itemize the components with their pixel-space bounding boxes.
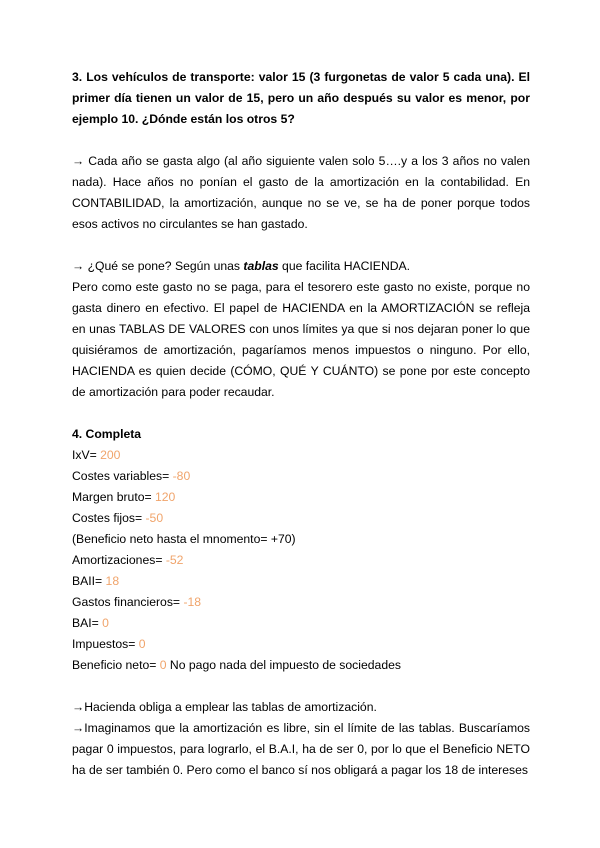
list-item: Costes fijos= -50	[72, 511, 164, 525]
closing-line-2: →Imaginamos que la amortización es libre, sin el límite de las tablas. Buscaríamos pagar 0 impuestos, para lograrlo, el B.A.I, ha de ser 0, por lo que el Beneficio NETO ha de ser también 0. Pero como el banco sí nos obligará a pagar los 18 de intereses	[72, 721, 530, 777]
question-3-answer-2-body: Pero como este gasto no se paga, para el tesorero este gasto no existe, porque no gasta dinero en efectivo. El papel de HACIENDA en la AMORTIZACIÓN se refleja en unas TABLAS DE VALORES con unos límites ya que si nos dejaran poner lo que quisiéramos de amortización, pagaríamos menos impuestos o ninguno. Por ello, HACIENDA es quien decide (CÓMO, QUÉ Y CUÁNTO) se pone por este concepto de amortización para poder recaudar.	[72, 280, 530, 399]
list-item: BAI= 0	[72, 616, 109, 630]
list-item: Beneficio neto= 0 No pago nada del impuesto de sociedades	[72, 658, 401, 672]
closing-line-1: →Hacienda obliga a emplear las tablas de amortización.	[72, 700, 377, 714]
answer-2-emphasis: tablas	[243, 259, 279, 273]
list-item: Margen bruto= 120	[72, 490, 176, 504]
list-item: Impuestos= 0	[72, 637, 146, 651]
list-item: BAII= 18	[72, 574, 120, 588]
question-3-answer-1: → Cada año se gasta algo (al año siguiente valen solo 5….y a los 3 años no valen nada). Hace años no ponían el gasto de la amortización en la contabilidad. En CONTABILIDAD, la amortización, aunque no se ve, se ha de poner porque todos esos activos no circulantes se han gastado.	[72, 154, 530, 231]
document-page	[72, 60, 530, 781]
question-4-heading: 4. Completa	[72, 427, 142, 441]
list-item: Amortizaciones= -52	[72, 553, 184, 567]
list-item: IxV= 200	[72, 448, 121, 462]
question-3-heading: 3. Los vehículos de transporte: valor 15 (3 furgonetas de valor 5 cada una). El primer día tienen un valor de 15, pero un año después su valor es menor, por ejemplo 10. ¿Dónde están los otros 5?	[72, 70, 530, 126]
list-item: (Beneficio neto hasta el mnomento= +70)	[72, 532, 296, 546]
list-item: Gastos financieros= -18	[72, 595, 202, 609]
question-3-answer-2	[72, 256, 530, 277]
answer-2-suffix: que facilita HACIENDA.	[278, 259, 411, 273]
answer-2-prefix: → ¿Qué se pone? Según unas	[72, 259, 244, 273]
results-list	[72, 445, 530, 676]
list-item: Costes variables= -80	[72, 469, 191, 483]
